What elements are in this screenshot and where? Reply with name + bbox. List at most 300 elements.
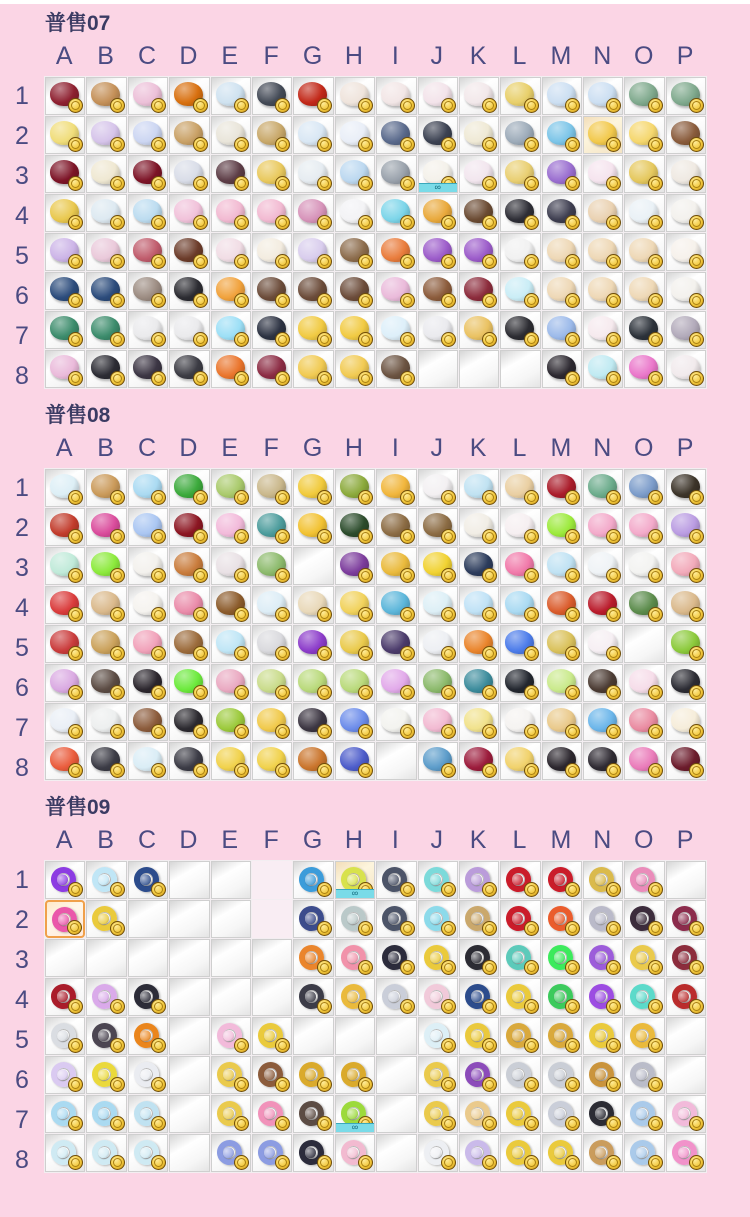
item-slot-D2[interactable] — [169, 508, 209, 546]
item-slot-G2[interactable] — [293, 508, 333, 546]
item-slot-P4[interactable] — [666, 586, 706, 624]
item-slot-F7[interactable] — [252, 311, 292, 349]
item-slot-E7[interactable] — [211, 1095, 251, 1133]
item-slot-E6[interactable] — [211, 272, 251, 310]
item-slot-D8[interactable] — [169, 350, 209, 388]
item-slot-E3[interactable] — [211, 547, 251, 585]
item-slot-K1[interactable] — [459, 77, 499, 115]
item-slot-D4[interactable] — [169, 194, 209, 232]
item-slot-O3[interactable] — [624, 155, 664, 193]
item-slot-M8[interactable] — [542, 742, 582, 780]
item-slot-B8[interactable] — [86, 1134, 126, 1172]
item-slot-P3[interactable] — [666, 547, 706, 585]
item-slot-D2[interactable] — [169, 116, 209, 154]
item-slot-K1[interactable] — [459, 861, 499, 899]
item-slot-O4[interactable] — [624, 194, 664, 232]
item-slot-G7[interactable] — [293, 1095, 333, 1133]
item-slot-N5[interactable] — [583, 625, 623, 663]
item-slot-C8[interactable] — [128, 742, 168, 780]
item-slot-K3[interactable] — [459, 155, 499, 193]
item-slot-C7[interactable] — [128, 703, 168, 741]
item-slot-J6[interactable] — [418, 272, 458, 310]
item-slot-K4[interactable] — [459, 194, 499, 232]
item-slot-A1[interactable] — [45, 469, 85, 507]
item-slot-B2[interactable] — [86, 116, 126, 154]
item-slot-D5[interactable] — [169, 625, 209, 663]
item-slot-K7[interactable] — [459, 1095, 499, 1133]
item-slot-B6[interactable] — [86, 1056, 126, 1094]
item-slot-N4[interactable] — [583, 194, 623, 232]
item-slot-G6[interactable] — [293, 1056, 333, 1094]
item-slot-N1[interactable] — [583, 77, 623, 115]
item-slot-C7[interactable] — [128, 311, 168, 349]
item-slot-I3[interactable] — [376, 547, 416, 585]
item-slot-H2[interactable] — [335, 900, 375, 938]
item-slot-O8[interactable] — [624, 1134, 664, 1172]
item-slot-B8[interactable] — [86, 742, 126, 780]
item-slot-N6[interactable] — [583, 272, 623, 310]
item-slot-A7[interactable] — [45, 1095, 85, 1133]
item-slot-P2[interactable] — [666, 508, 706, 546]
item-slot-E1[interactable] — [211, 469, 251, 507]
item-slot-O6[interactable] — [624, 664, 664, 702]
item-slot-F2[interactable] — [252, 116, 292, 154]
item-slot-J1[interactable] — [418, 469, 458, 507]
item-slot-H3[interactable] — [335, 939, 375, 977]
item-slot-I7[interactable] — [376, 703, 416, 741]
item-slot-G7[interactable] — [293, 703, 333, 741]
item-slot-E4[interactable] — [211, 194, 251, 232]
item-slot-G3[interactable] — [293, 939, 333, 977]
item-slot-H2[interactable] — [335, 508, 375, 546]
item-slot-M7[interactable] — [542, 703, 582, 741]
item-slot-O1[interactable] — [624, 861, 664, 899]
item-slot-J6[interactable] — [418, 1056, 458, 1094]
item-slot-M6[interactable] — [542, 272, 582, 310]
item-slot-C3[interactable] — [128, 155, 168, 193]
item-slot-F2[interactable] — [252, 508, 292, 546]
item-slot-P5[interactable] — [666, 233, 706, 271]
item-slot-L3[interactable] — [500, 939, 540, 977]
item-slot-K4[interactable] — [459, 586, 499, 624]
item-slot-E8[interactable] — [211, 742, 251, 780]
item-slot-A3[interactable] — [45, 547, 85, 585]
item-slot-O5[interactable] — [624, 233, 664, 271]
item-slot-M5[interactable] — [542, 625, 582, 663]
item-slot-N2[interactable] — [583, 116, 623, 154]
item-slot-P1[interactable] — [666, 77, 706, 115]
item-slot-L8[interactable] — [500, 1134, 540, 1172]
item-slot-N4[interactable] — [583, 586, 623, 624]
item-slot-C5[interactable] — [128, 1017, 168, 1055]
item-slot-C2[interactable] — [128, 116, 168, 154]
item-slot-J2[interactable] — [418, 900, 458, 938]
item-slot-A4[interactable] — [45, 194, 85, 232]
item-slot-B5[interactable] — [86, 1017, 126, 1055]
item-slot-N8[interactable] — [583, 350, 623, 388]
item-slot-K7[interactable] — [459, 311, 499, 349]
item-slot-N5[interactable] — [583, 233, 623, 271]
item-slot-I4[interactable] — [376, 978, 416, 1016]
item-slot-J4[interactable] — [418, 586, 458, 624]
item-slot-F6[interactable] — [252, 664, 292, 702]
item-slot-I2[interactable] — [376, 900, 416, 938]
item-slot-J1[interactable] — [418, 861, 458, 899]
item-slot-C7[interactable] — [128, 1095, 168, 1133]
item-slot-G4[interactable] — [293, 978, 333, 1016]
item-slot-L8[interactable] — [500, 742, 540, 780]
item-slot-J5[interactable] — [418, 1017, 458, 1055]
item-slot-M4[interactable] — [542, 586, 582, 624]
item-slot-K6[interactable] — [459, 272, 499, 310]
item-slot-G2[interactable] — [293, 900, 333, 938]
item-slot-N2[interactable] — [583, 900, 623, 938]
item-slot-I4[interactable] — [376, 586, 416, 624]
item-slot-I1[interactable] — [376, 469, 416, 507]
item-slot-N7[interactable] — [583, 1095, 623, 1133]
item-slot-I5[interactable] — [376, 233, 416, 271]
item-slot-C1[interactable] — [128, 861, 168, 899]
item-slot-D4[interactable] — [169, 586, 209, 624]
item-slot-H1[interactable] — [335, 469, 375, 507]
item-slot-B1[interactable] — [86, 469, 126, 507]
item-slot-L5[interactable] — [500, 233, 540, 271]
item-slot-M3[interactable] — [542, 939, 582, 977]
item-slot-K2[interactable] — [459, 900, 499, 938]
item-slot-H3[interactable] — [335, 547, 375, 585]
item-slot-F8[interactable] — [252, 742, 292, 780]
item-slot-K8[interactable] — [459, 1134, 499, 1172]
item-slot-H6[interactable] — [335, 272, 375, 310]
item-slot-P1[interactable] — [666, 469, 706, 507]
item-slot-J3[interactable] — [418, 547, 458, 585]
item-slot-H7[interactable] — [335, 703, 375, 741]
item-slot-G5[interactable] — [293, 233, 333, 271]
item-slot-P7[interactable] — [666, 703, 706, 741]
item-slot-O7[interactable] — [624, 1095, 664, 1133]
item-slot-K5[interactable] — [459, 233, 499, 271]
item-slot-K5[interactable] — [459, 1017, 499, 1055]
item-slot-B5[interactable] — [86, 625, 126, 663]
item-slot-H8[interactable] — [335, 742, 375, 780]
item-slot-L3[interactable] — [500, 547, 540, 585]
item-slot-E4[interactable] — [211, 586, 251, 624]
item-slot-O8[interactable] — [624, 742, 664, 780]
item-slot-M4[interactable] — [542, 194, 582, 232]
item-slot-O6[interactable] — [624, 272, 664, 310]
item-slot-F6[interactable] — [252, 1056, 292, 1094]
item-slot-M1[interactable] — [542, 469, 582, 507]
item-slot-A1[interactable] — [45, 77, 85, 115]
item-slot-E7[interactable] — [211, 703, 251, 741]
item-slot-E2[interactable] — [211, 508, 251, 546]
item-slot-L5[interactable] — [500, 625, 540, 663]
item-slot-N6[interactable] — [583, 1056, 623, 1094]
item-slot-G8[interactable] — [293, 742, 333, 780]
item-slot-O7[interactable] — [624, 703, 664, 741]
item-slot-P5[interactable] — [666, 625, 706, 663]
item-slot-E6[interactable] — [211, 664, 251, 702]
item-slot-J4[interactable] — [418, 194, 458, 232]
item-slot-C4[interactable] — [128, 194, 168, 232]
item-slot-I1[interactable] — [376, 77, 416, 115]
item-slot-J5[interactable] — [418, 625, 458, 663]
item-slot-G2[interactable] — [293, 116, 333, 154]
item-slot-K4[interactable] — [459, 978, 499, 1016]
item-slot-A3[interactable] — [45, 155, 85, 193]
item-slot-I7[interactable] — [376, 311, 416, 349]
item-slot-I2[interactable] — [376, 508, 416, 546]
item-slot-F7[interactable] — [252, 703, 292, 741]
item-slot-G6[interactable] — [293, 272, 333, 310]
item-slot-P3[interactable] — [666, 939, 706, 977]
item-slot-C5[interactable] — [128, 625, 168, 663]
item-slot-M3[interactable] — [542, 547, 582, 585]
item-slot-O2[interactable] — [624, 900, 664, 938]
item-slot-D3[interactable] — [169, 547, 209, 585]
item-slot-G5[interactable] — [293, 625, 333, 663]
item-slot-N4[interactable] — [583, 978, 623, 1016]
item-slot-N3[interactable] — [583, 939, 623, 977]
item-slot-B2[interactable] — [86, 900, 126, 938]
item-slot-F5[interactable] — [252, 233, 292, 271]
item-slot-C2[interactable] — [128, 508, 168, 546]
item-slot-L1[interactable] — [500, 469, 540, 507]
item-slot-N8[interactable] — [583, 1134, 623, 1172]
item-slot-D3[interactable] — [169, 155, 209, 193]
item-slot-J1[interactable] — [418, 77, 458, 115]
item-slot-O5[interactable] — [624, 1017, 664, 1055]
item-slot-A5[interactable] — [45, 233, 85, 271]
item-slot-O1[interactable] — [624, 77, 664, 115]
item-slot-M4[interactable] — [542, 978, 582, 1016]
item-slot-I6[interactable] — [376, 272, 416, 310]
item-slot-F8[interactable] — [252, 1134, 292, 1172]
item-slot-B7[interactable] — [86, 1095, 126, 1133]
item-slot-F7[interactable] — [252, 1095, 292, 1133]
item-slot-P8[interactable] — [666, 1134, 706, 1172]
item-slot-P6[interactable] — [666, 664, 706, 702]
item-slot-L2[interactable] — [500, 900, 540, 938]
item-slot-F4[interactable] — [252, 586, 292, 624]
item-slot-M5[interactable] — [542, 233, 582, 271]
item-slot-B1[interactable] — [86, 77, 126, 115]
item-slot-L4[interactable] — [500, 978, 540, 1016]
item-slot-I3[interactable] — [376, 155, 416, 193]
item-slot-A7[interactable] — [45, 703, 85, 741]
item-slot-P8[interactable] — [666, 350, 706, 388]
item-slot-G7[interactable] — [293, 311, 333, 349]
item-slot-D5[interactable] — [169, 233, 209, 271]
item-slot-B7[interactable] — [86, 311, 126, 349]
item-slot-C4[interactable] — [128, 586, 168, 624]
item-slot-N7[interactable] — [583, 311, 623, 349]
item-slot-L3[interactable] — [500, 155, 540, 193]
item-slot-G3[interactable] — [293, 155, 333, 193]
item-slot-D8[interactable] — [169, 742, 209, 780]
item-slot-E8[interactable] — [211, 1134, 251, 1172]
item-slot-J7[interactable] — [418, 703, 458, 741]
item-slot-N3[interactable] — [583, 547, 623, 585]
item-slot-H2[interactable] — [335, 116, 375, 154]
item-slot-L2[interactable] — [500, 508, 540, 546]
item-slot-L2[interactable] — [500, 116, 540, 154]
item-slot-J3[interactable] — [418, 155, 458, 193]
item-slot-C3[interactable] — [128, 547, 168, 585]
item-slot-L1[interactable] — [500, 77, 540, 115]
item-slot-G4[interactable] — [293, 586, 333, 624]
item-slot-M1[interactable] — [542, 77, 582, 115]
item-slot-B6[interactable] — [86, 664, 126, 702]
item-slot-P4[interactable] — [666, 978, 706, 1016]
item-slot-D6[interactable] — [169, 664, 209, 702]
item-slot-O8[interactable] — [624, 350, 664, 388]
item-slot-A7[interactable] — [45, 311, 85, 349]
item-slot-A8[interactable] — [45, 742, 85, 780]
item-slot-M2[interactable] — [542, 508, 582, 546]
item-slot-K7[interactable] — [459, 703, 499, 741]
item-slot-L6[interactable] — [500, 272, 540, 310]
item-slot-K6[interactable] — [459, 664, 499, 702]
item-slot-H7[interactable] — [335, 311, 375, 349]
item-slot-L5[interactable] — [500, 1017, 540, 1055]
item-slot-H5[interactable] — [335, 233, 375, 271]
item-slot-K2[interactable] — [459, 508, 499, 546]
item-slot-J7[interactable] — [418, 1095, 458, 1133]
item-slot-J5[interactable] — [418, 233, 458, 271]
item-slot-F3[interactable] — [252, 155, 292, 193]
item-slot-I2[interactable] — [376, 116, 416, 154]
item-slot-J8[interactable] — [418, 1134, 458, 1172]
item-slot-N3[interactable] — [583, 155, 623, 193]
item-slot-L7[interactable] — [500, 1095, 540, 1133]
item-slot-A6[interactable] — [45, 272, 85, 310]
item-slot-O6[interactable] — [624, 1056, 664, 1094]
item-slot-C1[interactable] — [128, 77, 168, 115]
item-slot-F8[interactable] — [252, 350, 292, 388]
item-slot-L6[interactable] — [500, 664, 540, 702]
item-slot-L6[interactable] — [500, 1056, 540, 1094]
item-slot-G8[interactable] — [293, 350, 333, 388]
item-slot-B3[interactable] — [86, 155, 126, 193]
item-slot-E5[interactable] — [211, 625, 251, 663]
item-slot-A2[interactable] — [45, 900, 85, 938]
item-slot-K5[interactable] — [459, 625, 499, 663]
item-slot-D1[interactable] — [169, 77, 209, 115]
item-slot-M5[interactable] — [542, 1017, 582, 1055]
item-slot-H4[interactable] — [335, 586, 375, 624]
item-slot-B5[interactable] — [86, 233, 126, 271]
item-slot-D6[interactable] — [169, 272, 209, 310]
item-slot-E5[interactable] — [211, 233, 251, 271]
item-slot-P7[interactable] — [666, 311, 706, 349]
item-slot-O4[interactable] — [624, 978, 664, 1016]
item-slot-L4[interactable] — [500, 194, 540, 232]
item-slot-F1[interactable] — [252, 77, 292, 115]
item-slot-E7[interactable] — [211, 311, 251, 349]
item-slot-F5[interactable] — [252, 1017, 292, 1055]
item-slot-E3[interactable] — [211, 155, 251, 193]
item-slot-H3[interactable] — [335, 155, 375, 193]
item-slot-F4[interactable] — [252, 194, 292, 232]
item-slot-C5[interactable] — [128, 233, 168, 271]
item-slot-B4[interactable] — [86, 978, 126, 1016]
item-slot-N7[interactable] — [583, 703, 623, 741]
item-slot-A6[interactable] — [45, 664, 85, 702]
item-slot-I5[interactable] — [376, 625, 416, 663]
item-slot-E1[interactable] — [211, 77, 251, 115]
item-slot-D7[interactable] — [169, 311, 209, 349]
item-slot-K6[interactable] — [459, 1056, 499, 1094]
item-slot-E8[interactable] — [211, 350, 251, 388]
item-slot-E6[interactable] — [211, 1056, 251, 1094]
item-slot-B4[interactable] — [86, 194, 126, 232]
item-slot-J2[interactable] — [418, 116, 458, 154]
item-slot-I1[interactable] — [376, 861, 416, 899]
item-slot-A6[interactable] — [45, 1056, 85, 1094]
item-slot-B1[interactable] — [86, 861, 126, 899]
item-slot-M8[interactable] — [542, 1134, 582, 1172]
item-slot-N6[interactable] — [583, 664, 623, 702]
item-slot-M8[interactable] — [542, 350, 582, 388]
item-slot-M7[interactable] — [542, 311, 582, 349]
item-slot-A8[interactable] — [45, 350, 85, 388]
item-slot-N5[interactable] — [583, 1017, 623, 1055]
item-slot-O3[interactable] — [624, 939, 664, 977]
item-slot-G6[interactable] — [293, 664, 333, 702]
item-slot-H8[interactable] — [335, 1134, 375, 1172]
item-slot-A5[interactable] — [45, 1017, 85, 1055]
item-slot-N2[interactable] — [583, 508, 623, 546]
item-slot-H6[interactable] — [335, 664, 375, 702]
item-slot-G1[interactable] — [293, 469, 333, 507]
item-slot-P7[interactable] — [666, 1095, 706, 1133]
item-slot-L1[interactable] — [500, 861, 540, 899]
item-slot-N1[interactable] — [583, 861, 623, 899]
item-slot-A2[interactable] — [45, 508, 85, 546]
item-slot-B2[interactable] — [86, 508, 126, 546]
item-slot-F3[interactable] — [252, 547, 292, 585]
item-slot-I4[interactable] — [376, 194, 416, 232]
item-slot-G4[interactable] — [293, 194, 333, 232]
item-slot-B4[interactable] — [86, 586, 126, 624]
item-slot-L7[interactable] — [500, 311, 540, 349]
item-slot-J3[interactable] — [418, 939, 458, 977]
item-slot-I3[interactable] — [376, 939, 416, 977]
item-slot-L4[interactable] — [500, 586, 540, 624]
item-slot-G1[interactable] — [293, 861, 333, 899]
item-slot-P6[interactable] — [666, 272, 706, 310]
item-slot-F1[interactable] — [252, 469, 292, 507]
item-slot-J8[interactable] — [418, 742, 458, 780]
item-slot-A4[interactable] — [45, 978, 85, 1016]
item-slot-C4[interactable] — [128, 978, 168, 1016]
item-slot-D1[interactable] — [169, 469, 209, 507]
item-slot-M6[interactable] — [542, 664, 582, 702]
item-slot-M2[interactable] — [542, 116, 582, 154]
item-slot-F5[interactable] — [252, 625, 292, 663]
item-slot-P2[interactable] — [666, 900, 706, 938]
item-slot-O3[interactable] — [624, 547, 664, 585]
item-slot-J6[interactable] — [418, 664, 458, 702]
item-slot-C8[interactable] — [128, 1134, 168, 1172]
item-slot-C1[interactable] — [128, 469, 168, 507]
item-slot-P4[interactable] — [666, 194, 706, 232]
item-slot-B7[interactable] — [86, 703, 126, 741]
item-slot-E5[interactable] — [211, 1017, 251, 1055]
item-slot-C6[interactable] — [128, 664, 168, 702]
item-slot-M3[interactable] — [542, 155, 582, 193]
